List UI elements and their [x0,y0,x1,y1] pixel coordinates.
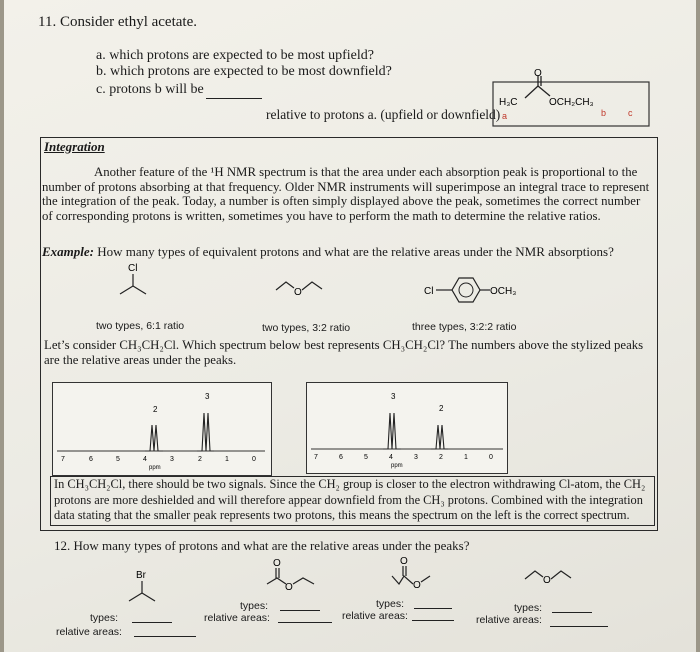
mol1-cl: Cl [128,263,138,274]
spec-right-tick: 6 [339,454,343,461]
q11c-blank[interactable] [206,98,262,99]
spec-right-peak-label-1: 3 [391,392,396,401]
q11b-label: b. [96,64,107,79]
example-label: Example: [42,244,94,259]
q11a-label: a. [96,48,106,63]
spec-left-tick: 1 [225,456,229,463]
worksheet-page [4,0,696,652]
ethyl-acetate-structure [492,68,652,128]
spectrum-right [306,382,508,474]
q12-mol3-ether-o: O [413,580,421,591]
spec-left-tick: 4 [143,456,147,463]
q12-text: How many types of protons and what are the relative areas under the peaks? [73,538,470,553]
q12-mol2-types-blank[interactable] [280,610,320,611]
spec-left-peak-label-2: 3 [205,392,210,401]
spec-left-tick: 7 [61,456,65,463]
q11b-text: which protons are expected to be most downfield? [110,64,392,79]
label-b: b [601,108,607,118]
integration-intro [42,165,652,223]
q11-title: Consider ethyl acetate. [59,14,197,30]
integration-paragraph: Another feature of the ¹H NMR spectrum is that the area under each absorption peak is proportional to the number of protons absorbing at that frequency. Older NMR instruments will superimpose an integral trace to represent the integration of the peak. Today, a number is often simply displayed above the peak, sometimes the correct number of corresponding protons is written, sometimes you have to perform the math to determine the relative ratios. [42,165,650,223]
q12-mol2-ether-o: O [285,582,293,593]
spec-left-peak-label-1: 2 [153,405,158,414]
q11b [96,64,392,80]
spec-left-tick: 3 [170,456,174,463]
spec-right-unit: ppm [391,463,403,469]
q12-mol3-ester [388,554,448,594]
q12-mol4-o: O [543,575,551,586]
mol2-o: O [294,287,302,298]
spec-right-tick: 5 [364,454,368,461]
explanation-text: In CH₃CH₂Cl, there should be two signals. Since the CH₂ group is closer to the electron withdrawing Cl-atom, the CH₂ protons are more deshielded and will therefore appear downfield from the CH₃ protons. Combined with the integration data stating that the smaller peak represents two protons, this means the spectrum on the left is the correct spectrum. [54,477,646,522]
q12-mol1-br: Br [136,570,146,581]
q12-mol1-areas-label: relative areas: [56,626,122,638]
mol3-cl: Cl [424,286,434,297]
chloroanisole-structure [422,274,542,304]
spec-left-tick: 5 [116,456,120,463]
spec-left-tick: 6 [89,456,93,463]
q12-mol3-types-blank[interactable] [414,608,452,609]
spec-right-tick: 4 [389,454,393,461]
label-c: c [628,108,633,118]
q12-mol4-ether [522,566,582,586]
spec-right-tick: 2 [439,454,443,461]
spec-right-tick: 7 [314,454,318,461]
example-answer-2: two types, 3:2 ratio [262,322,351,334]
q12-mol3-types-label: types: [376,598,405,610]
q12-mol4-types-blank[interactable] [552,612,592,613]
q12-mol2-ester [262,556,332,596]
mol3-och3: OCH₃ [490,286,517,297]
q12-mol3-carbonyl-o: O [400,556,408,567]
q12-mol4-areas-label: relative areas: [476,614,542,626]
q12-mol4-types-label: types: [514,602,543,614]
example-answer-1: two types, 6:1 ratio [96,320,185,332]
q11c-after: relative to protons a. (upfield or downfield) [266,107,501,122]
spec-right-tick: 3 [414,454,418,461]
spec-left-unit: ppm [149,465,161,471]
spec-left-tick: 0 [252,456,256,463]
carbonyl-o: O [534,68,542,79]
q12-mol1-areas-blank[interactable] [134,636,196,637]
ethyl-methyl-ether-structure [272,276,332,298]
q12-mol1-types-blank[interactable] [132,622,172,623]
q12-mol2-types-label: types: [240,600,269,612]
label-a: a [502,111,508,121]
och2ch3-label: OCH₂CH₃ [549,97,594,108]
spectrum-left [52,382,272,476]
q11-number: 11. [38,14,57,30]
q12-mol3-areas-blank[interactable] [412,620,454,621]
q11c-label: c. [96,82,106,97]
h3c-label: H₃C [499,97,518,108]
isopropyl-chloride-structure [114,262,154,302]
example-answer-3: three types, 3:2:2 ratio [412,321,517,333]
q11c-text: protons b will be [109,82,204,97]
q12-mol3-areas-label: relative areas: [342,610,408,622]
spec-left-tick: 2 [198,456,202,463]
q12-mol2-areas-label: relative areas: [204,612,270,624]
q11-heading [38,14,197,31]
example-line [42,244,614,260]
q11c [96,82,204,98]
q12-mol1-bromopropane [124,568,164,608]
q12-mol1-types-label: types: [90,612,119,624]
q12-mol2-areas-blank[interactable] [278,622,332,623]
q12-mol4-areas-blank[interactable] [550,626,608,627]
consider-text: Let’s consider CH₃CH₂Cl. Which spectrum below best represents CH₃CH₂Cl? The numbers above the stylized peaks are the relative areas under the peaks. [44,338,644,367]
integration-heading: Integration [44,139,105,154]
q12-number: 12. [54,538,71,553]
spec-right-peak-label-2: 2 [439,404,444,413]
q12-heading [54,538,470,554]
q11a [96,48,374,64]
spec-right-tick: 1 [464,454,468,461]
q12-mol2-carbonyl-o: O [273,558,281,569]
q11a-text: which protons are expected to be most upfield? [109,48,374,63]
example-text: How many types of equivalent protons and what are the relative areas under the NMR absorptions? [97,244,614,259]
spec-right-tick: 0 [489,454,493,461]
